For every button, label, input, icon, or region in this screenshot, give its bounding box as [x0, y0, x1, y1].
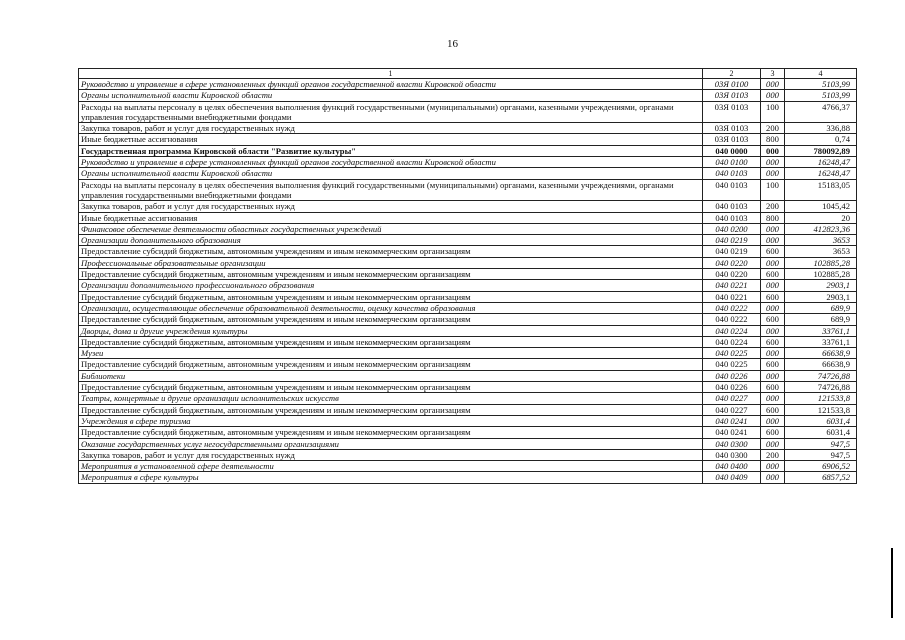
row-expense-type: 600: [761, 246, 785, 257]
row-expense-type: 600: [761, 291, 785, 302]
row-expense-type: 000: [761, 90, 785, 101]
table-row: [79, 257, 857, 268]
row-code: 040 0226: [703, 382, 761, 393]
row-name: Финансовое обеспечение деятельности областных государственных учреждений: [79, 223, 703, 234]
table-row: [79, 325, 857, 336]
row-expense-type: 000: [761, 438, 785, 449]
row-name: Учреждения в сфере туризма: [79, 415, 703, 426]
table-row: [79, 134, 857, 145]
row-code: 040 0200: [703, 223, 761, 234]
row-amount: 6031,4: [785, 415, 857, 426]
row-name: Библиотеки: [79, 370, 703, 381]
row-expense-type: 000: [761, 348, 785, 359]
table-row: [79, 235, 857, 246]
row-amount: 6857,52: [785, 472, 857, 483]
table-row: [79, 472, 857, 483]
page-number: 16: [447, 38, 458, 50]
table-row: [79, 223, 857, 234]
row-name: Профессиональные образовательные организации: [79, 257, 703, 268]
row-name: Мероприятия в сфере культуры: [79, 472, 703, 483]
row-amount: 6031,4: [785, 427, 857, 438]
row-expense-type: 200: [761, 123, 785, 134]
row-expense-type: 600: [761, 314, 785, 325]
row-name: Дворцы, дома и другие учреждения культуры: [79, 325, 703, 336]
row-name: Предоставление субсидий бюджетным, автономным учреждениям и иным некоммерческим организациям: [79, 246, 703, 257]
row-expense-type: 100: [761, 101, 785, 123]
table-row: [79, 393, 857, 404]
row-code: 03Я 0100: [703, 79, 761, 90]
row-amount: 15183,05: [785, 179, 857, 201]
row-code: 040 0222: [703, 314, 761, 325]
row-expense-type: 000: [761, 223, 785, 234]
header-col-code: 2: [703, 69, 761, 79]
header-col-vr: 3: [761, 69, 785, 79]
row-code: 040 0220: [703, 269, 761, 280]
row-amount: 66638,9: [785, 348, 857, 359]
row-expense-type: 100: [761, 179, 785, 201]
row-amount: 102885,28: [785, 269, 857, 280]
table-row: [79, 246, 857, 257]
row-expense-type: 000: [761, 280, 785, 291]
row-expense-type: 600: [761, 359, 785, 370]
row-amount: 33761,1: [785, 336, 857, 347]
row-expense-type: 000: [761, 461, 785, 472]
row-expense-type: 000: [761, 415, 785, 426]
row-amount: 16248,47: [785, 168, 857, 179]
row-amount: 689,9: [785, 314, 857, 325]
row-code: 040 0103: [703, 179, 761, 201]
row-name: Предоставление субсидий бюджетным, автономным учреждениям и иным некоммерческим организациям: [79, 291, 703, 302]
row-name: Предоставление субсидий бюджетным, автономным учреждениям и иным некоммерческим организациям: [79, 359, 703, 370]
row-name: Предоставление субсидий бюджетным, автономным учреждениям и иным некоммерческим организациям: [79, 382, 703, 393]
table-row: [79, 212, 857, 223]
header-col-amount: 4: [785, 69, 857, 79]
row-expense-type: 000: [761, 393, 785, 404]
row-expense-type: 800: [761, 134, 785, 145]
row-code: 040 0409: [703, 472, 761, 483]
row-code: 040 0221: [703, 291, 761, 302]
row-amount: 121533,8: [785, 404, 857, 415]
row-code: 040 0241: [703, 415, 761, 426]
row-name: Театры, концертные и другие организации исполнительских искусств: [79, 393, 703, 404]
row-name: Предоставление субсидий бюджетным, автономным учреждениям и иным некоммерческим организациям: [79, 269, 703, 280]
row-name: Предоставление субсидий бюджетным, автономным учреждениям и иным некоммерческим организациям: [79, 404, 703, 415]
row-name: Предоставление субсидий бюджетным, автономным учреждениям и иным некоммерческим организациям: [79, 427, 703, 438]
row-code: 040 0100: [703, 157, 761, 168]
table-row: [79, 370, 857, 381]
row-expense-type: 000: [761, 235, 785, 246]
row-code: 040 0300: [703, 449, 761, 460]
row-amount: 3653: [785, 235, 857, 246]
margin-mark: [891, 548, 893, 618]
table-body: [79, 79, 857, 484]
table-row: [79, 280, 857, 291]
header-col-name: 1: [79, 69, 703, 79]
row-amount: 5103,99: [785, 90, 857, 101]
row-name: Органы исполнительной власти Кировской области: [79, 90, 703, 101]
row-code: 03Я 0103: [703, 101, 761, 123]
row-name: Закупка товаров, работ и услуг для государственных нужд: [79, 123, 703, 134]
table-row: [79, 79, 857, 90]
row-code: 040 0221: [703, 280, 761, 291]
row-code: 040 0224: [703, 325, 761, 336]
row-expense-type: 600: [761, 404, 785, 415]
row-code: 040 0219: [703, 246, 761, 257]
row-name: Организации дополнительного образования: [79, 235, 703, 246]
row-code: 040 0000: [703, 145, 761, 156]
table-row: [79, 123, 857, 134]
row-amount: 947,5: [785, 438, 857, 449]
row-amount: 33761,1: [785, 325, 857, 336]
table-row: [79, 201, 857, 212]
row-expense-type: 000: [761, 79, 785, 90]
table-row: [79, 157, 857, 168]
row-name: Иные бюджетные ассигнования: [79, 212, 703, 223]
row-expense-type: 600: [761, 427, 785, 438]
table-row: [79, 168, 857, 179]
table-row: [79, 348, 857, 359]
row-expense-type: 600: [761, 336, 785, 347]
row-expense-type: 200: [761, 449, 785, 460]
row-amount: 336,88: [785, 123, 857, 134]
table-row: [79, 179, 857, 201]
row-code: 040 0227: [703, 404, 761, 415]
row-name: Предоставление субсидий бюджетным, автономным учреждениям и иным некоммерческим организациям: [79, 336, 703, 347]
row-name: Оказание государственных услуг негосударственными организациями: [79, 438, 703, 449]
row-amount: 4766,37: [785, 101, 857, 123]
row-name: Мероприятия в установленной сфере деятельности: [79, 461, 703, 472]
row-code: 040 0225: [703, 359, 761, 370]
row-amount: 412823,36: [785, 223, 857, 234]
table-row: [79, 291, 857, 302]
row-name: Предоставление субсидий бюджетным, автономным учреждениям и иным некоммерческим организациям: [79, 314, 703, 325]
row-name: Расходы на выплаты персоналу в целях обеспечения выполнения функций государственными (муниципальными) органами, казенными учреждениями, органами управления государственными внебюджетными фондами: [79, 179, 703, 201]
row-code: 040 0103: [703, 201, 761, 212]
row-amount: 947,5: [785, 449, 857, 460]
table-row: [79, 336, 857, 347]
row-name: Государственная программа Кировской области "Развитие культуры": [79, 145, 703, 156]
row-amount: 102885,28: [785, 257, 857, 268]
row-code: 040 0103: [703, 168, 761, 179]
row-amount: 5103,99: [785, 79, 857, 90]
table-row: [79, 382, 857, 393]
budget-table: [78, 68, 857, 484]
row-expense-type: 000: [761, 145, 785, 156]
row-name: Закупка товаров, работ и услуг для государственных нужд: [79, 201, 703, 212]
row-expense-type: 600: [761, 269, 785, 280]
table-row: [79, 302, 857, 313]
row-name: Органы исполнительной власти Кировской области: [79, 168, 703, 179]
row-name: Музеи: [79, 348, 703, 359]
table-row: [79, 90, 857, 101]
row-expense-type: 600: [761, 382, 785, 393]
row-name: Руководство и управление в сфере установленных функций органов государственной власти Кировской области: [79, 79, 703, 90]
row-amount: 66638,9: [785, 359, 857, 370]
row-name: Закупка товаров, работ и услуг для государственных нужд: [79, 449, 703, 460]
row-amount: 1045,42: [785, 201, 857, 212]
row-code: 03Я 0103: [703, 134, 761, 145]
row-code: 040 0225: [703, 348, 761, 359]
table-row: [79, 449, 857, 460]
table-row: [79, 101, 857, 123]
row-amount: 689,9: [785, 302, 857, 313]
row-amount: 0,74: [785, 134, 857, 145]
row-code: 03Я 0103: [703, 90, 761, 101]
row-amount: 780092,89: [785, 145, 857, 156]
row-code: 040 0103: [703, 212, 761, 223]
table-row: [79, 438, 857, 449]
table-row: [79, 145, 857, 156]
row-code: 040 0227: [703, 393, 761, 404]
row-amount: 74726,88: [785, 370, 857, 381]
row-name: Организации, осуществляющие обеспечение образовательной деятельности, оценку качества образования: [79, 302, 703, 313]
row-name: Руководство и управление в сфере установленных функций органов государственной власти Кировской области: [79, 157, 703, 168]
row-name: Расходы на выплаты персоналу в целях обеспечения выполнения функций государственными (муниципальными) органами, казенными учреждениями, органами управления государственными внебюджетными фондами: [79, 101, 703, 123]
row-code: 040 0241: [703, 427, 761, 438]
row-expense-type: 800: [761, 212, 785, 223]
row-amount: 6906,52: [785, 461, 857, 472]
row-name: Организации дополнительного профессионального образования: [79, 280, 703, 291]
row-expense-type: 000: [761, 157, 785, 168]
row-code: 040 0224: [703, 336, 761, 347]
row-code: 040 0219: [703, 235, 761, 246]
row-code: 040 0226: [703, 370, 761, 381]
table-row: [79, 359, 857, 370]
row-amount: 2903,1: [785, 280, 857, 291]
row-amount: 74726,88: [785, 382, 857, 393]
row-expense-type: 000: [761, 325, 785, 336]
row-name: Иные бюджетные ассигнования: [79, 134, 703, 145]
row-code: 03Я 0103: [703, 123, 761, 134]
row-amount: 16248,47: [785, 157, 857, 168]
row-expense-type: 000: [761, 472, 785, 483]
table-row: [79, 404, 857, 415]
row-expense-type: 000: [761, 168, 785, 179]
row-expense-type: 000: [761, 257, 785, 268]
table-row: [79, 415, 857, 426]
row-amount: 20: [785, 212, 857, 223]
row-code: 040 0220: [703, 257, 761, 268]
row-expense-type: 000: [761, 302, 785, 313]
row-amount: 121533,8: [785, 393, 857, 404]
row-code: 040 0300: [703, 438, 761, 449]
row-amount: 3653: [785, 246, 857, 257]
table-row: [79, 269, 857, 280]
table-row: [79, 461, 857, 472]
row-expense-type: 200: [761, 201, 785, 212]
row-code: 040 0400: [703, 461, 761, 472]
row-amount: 2903,1: [785, 291, 857, 302]
row-code: 040 0222: [703, 302, 761, 313]
row-expense-type: 000: [761, 370, 785, 381]
table-row: [79, 427, 857, 438]
table-row: [79, 314, 857, 325]
table-header-row: [79, 69, 857, 79]
